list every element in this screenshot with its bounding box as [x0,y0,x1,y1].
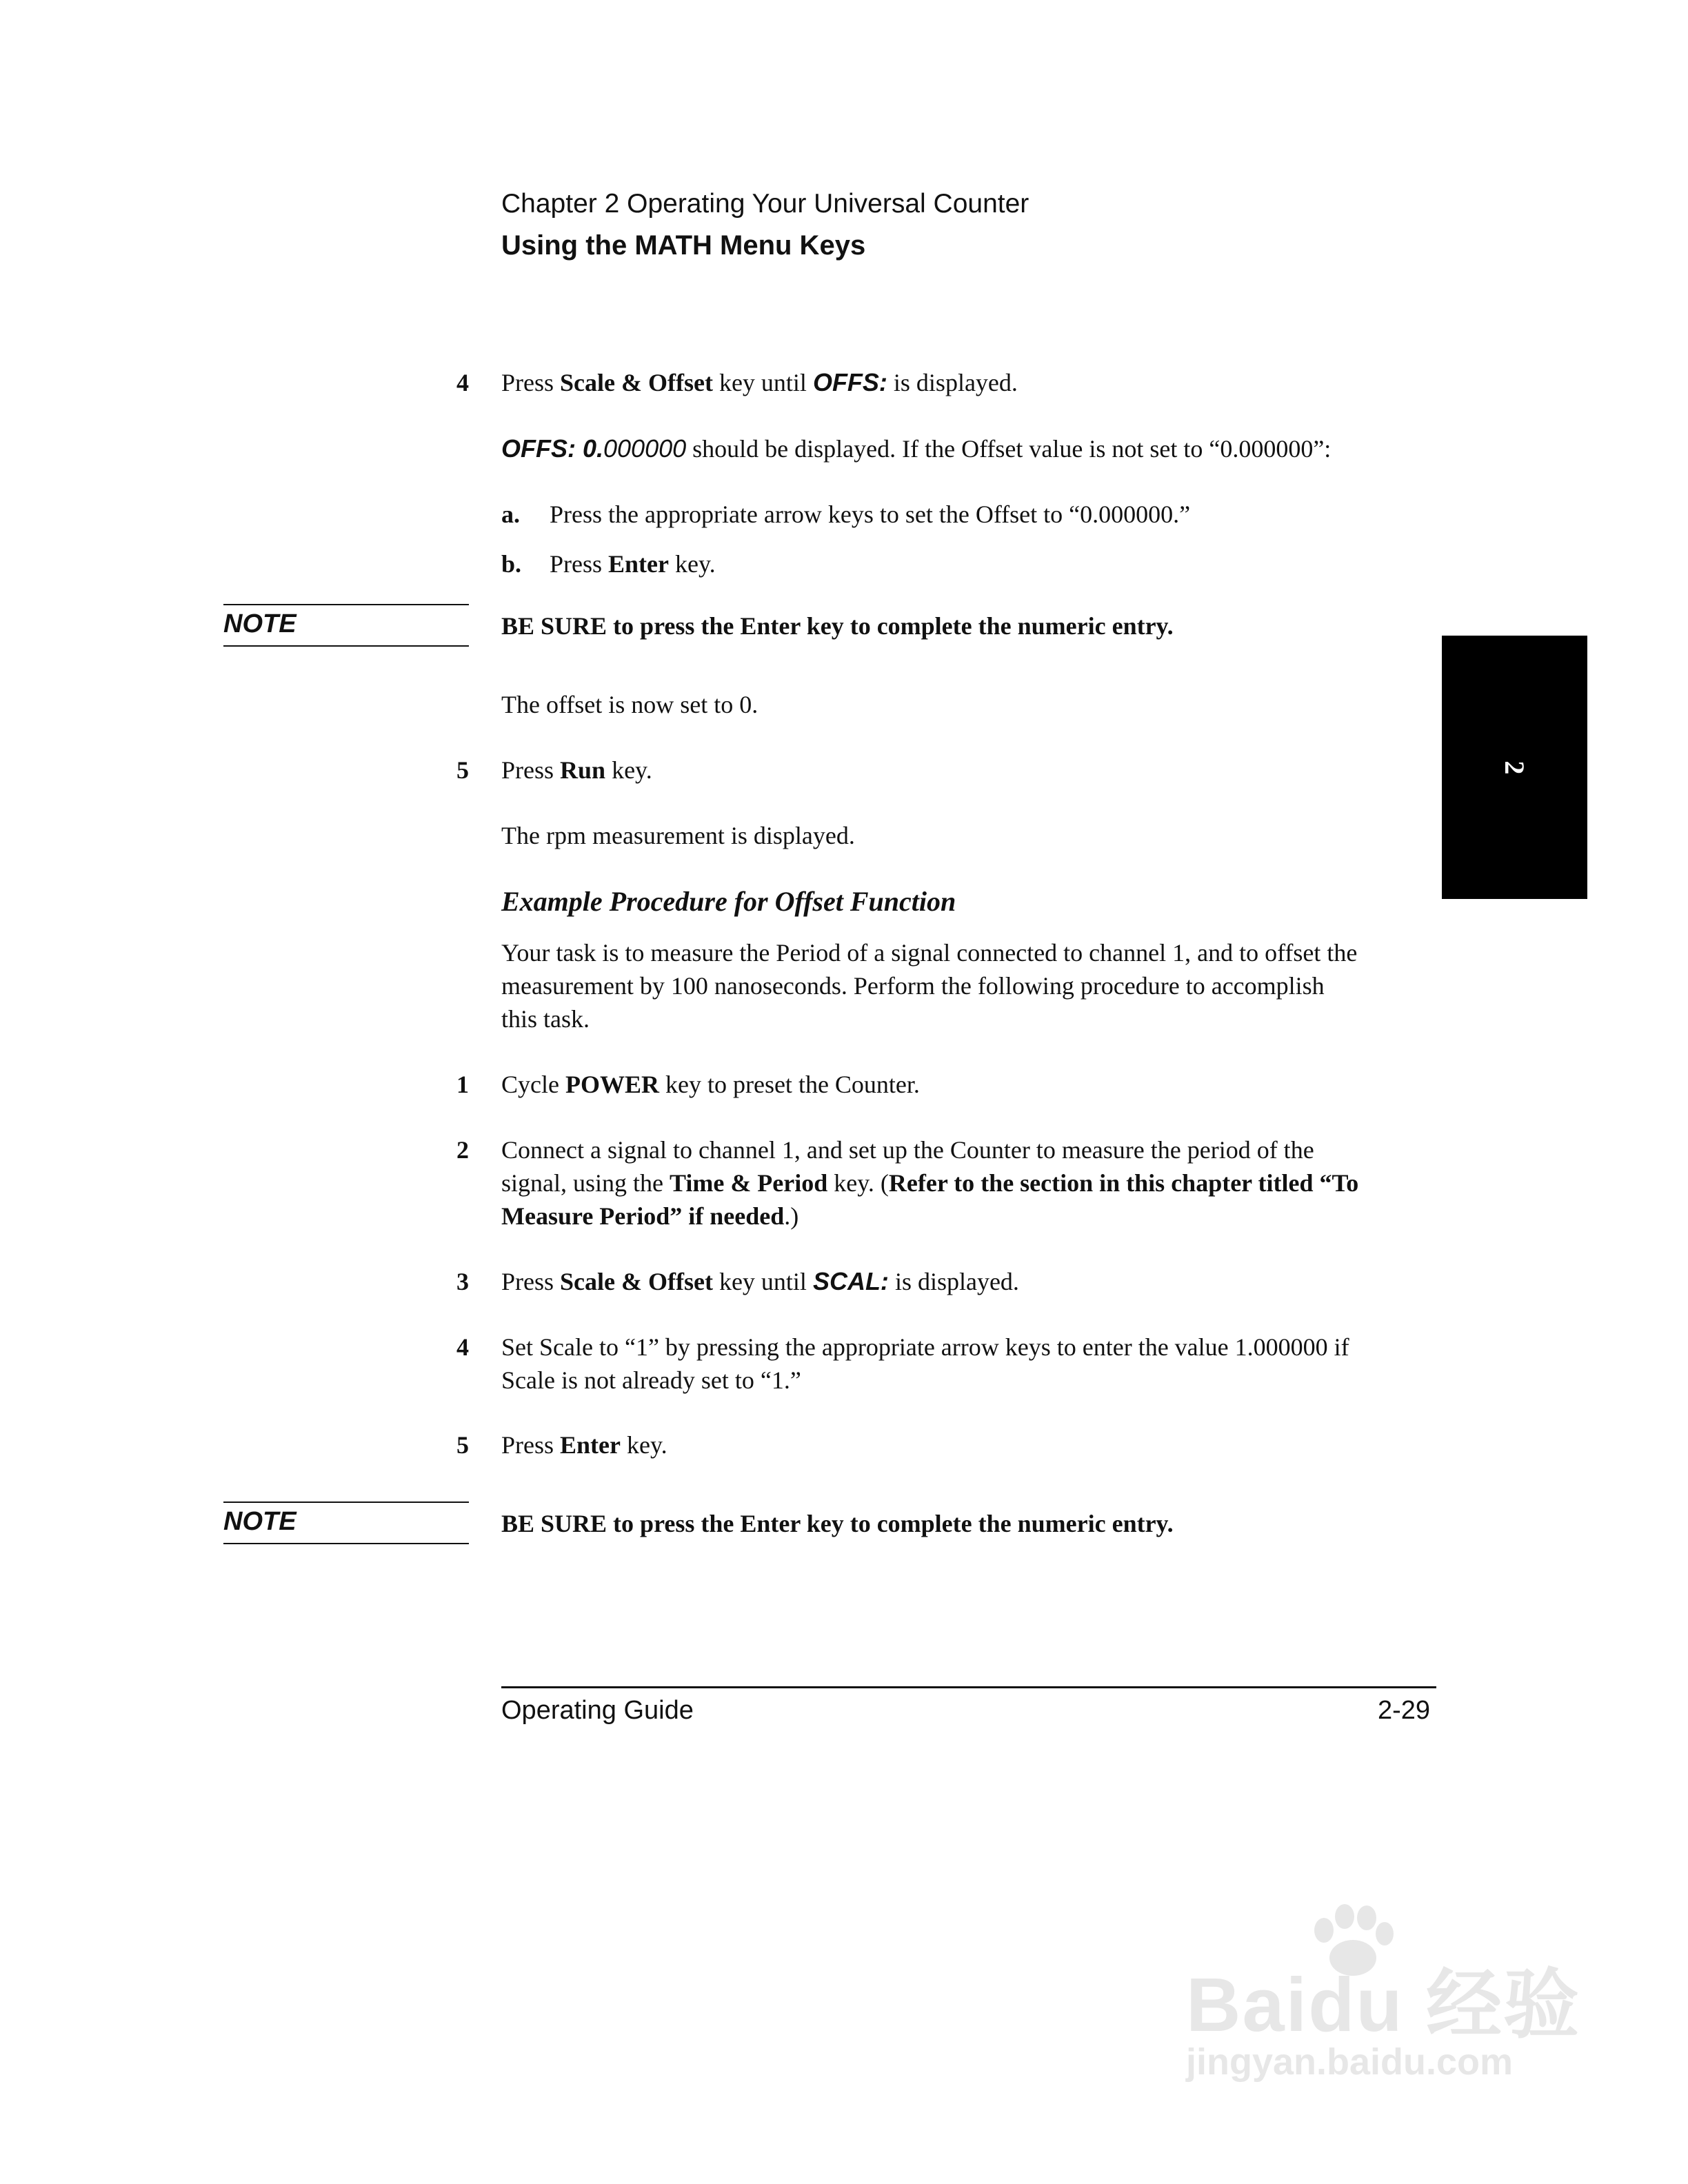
note-rule-bottom [223,645,469,647]
chapter-header: Chapter 2 Operating Your Universal Counter [501,189,1029,219]
substep-a: a. Press the appropriate arrow keys to set the Offset to “0.000000.” [501,501,1191,528]
step-number: 5 [456,1431,469,1459]
step-number: 1 [456,1071,469,1098]
step-text: Cycle POWER key to preset the Counter. [501,1071,920,1098]
step-text: Press Scale & Offset key until SCAL: is displayed. [501,1267,1019,1295]
section-title: Using the MATH Menu Keys [501,230,866,261]
example-heading: Example Procedure for Offset Function [501,886,956,917]
note-label: NOTE [223,1507,297,1536]
step-number: 5 [456,756,469,784]
display-readout: SCAL: [812,1267,889,1295]
note-text: BE SURE to press the Enter key to complete the numeric entry. [501,1510,1174,1537]
footer-title: Operating Guide [501,1696,694,1725]
note-rule-top [223,1502,469,1503]
footer-rule [501,1686,1436,1688]
page-number: 2-29 [1378,1696,1431,1725]
watermark-url: jingyan.baidu.com [1186,2041,1514,2083]
step-text: Press Scale & Offset key until OFFS: is displayed. [501,368,1018,396]
task-paragraph: Your task is to measure the Period of a signal connected to channel 1, and to offset the measurement by 100 nanoseconds. Perform the following procedure to accomplish this task. [501,939,1358,1033]
note-text: BE SURE to press the Enter key to complete the numeric entry. [501,612,1174,640]
chapter-tab-number: 2 [1499,760,1530,775]
step-number: 4 [456,369,469,396]
step-number: 4 [456,1333,469,1361]
offset-zero-text: The offset is now set to 0. [501,691,758,718]
baidu-watermark [1186,1903,1600,2096]
rpm-text: The rpm measurement is displayed. [501,822,855,849]
step-text: Set Scale to “1” by pressing the appropriate arrow keys to enter the value 1.000000 if Scale is not already set to “1.” [501,1333,1349,1394]
step-number: 3 [456,1268,469,1295]
step-text: Press Enter key. [501,1431,667,1459]
watermark-logo: Baidu 经验 [1186,1963,1581,2048]
substep-b: b. Press Enter key. [501,550,716,578]
chapter-tab [1442,636,1587,899]
step-text: Press Run key. [501,756,652,784]
note-rule-bottom [223,1543,469,1544]
key-name: Scale & Offset [560,369,713,396]
display-readout: OFFS: [812,368,887,396]
step-text: Connect a signal to channel 1, and set up the Counter to measure the period of the signal, using the Time & Period key. (Refer to the section in this chapter titled “To Measure Period” if needed.) [501,1136,1359,1230]
step-number: 2 [456,1136,469,1164]
offset-display-text: OFFS: 0.000000 should be displayed. If the Offset value is not set to “0.000000”: [501,434,1332,463]
note-rule-top [223,604,469,605]
note-label: NOTE [223,609,297,638]
